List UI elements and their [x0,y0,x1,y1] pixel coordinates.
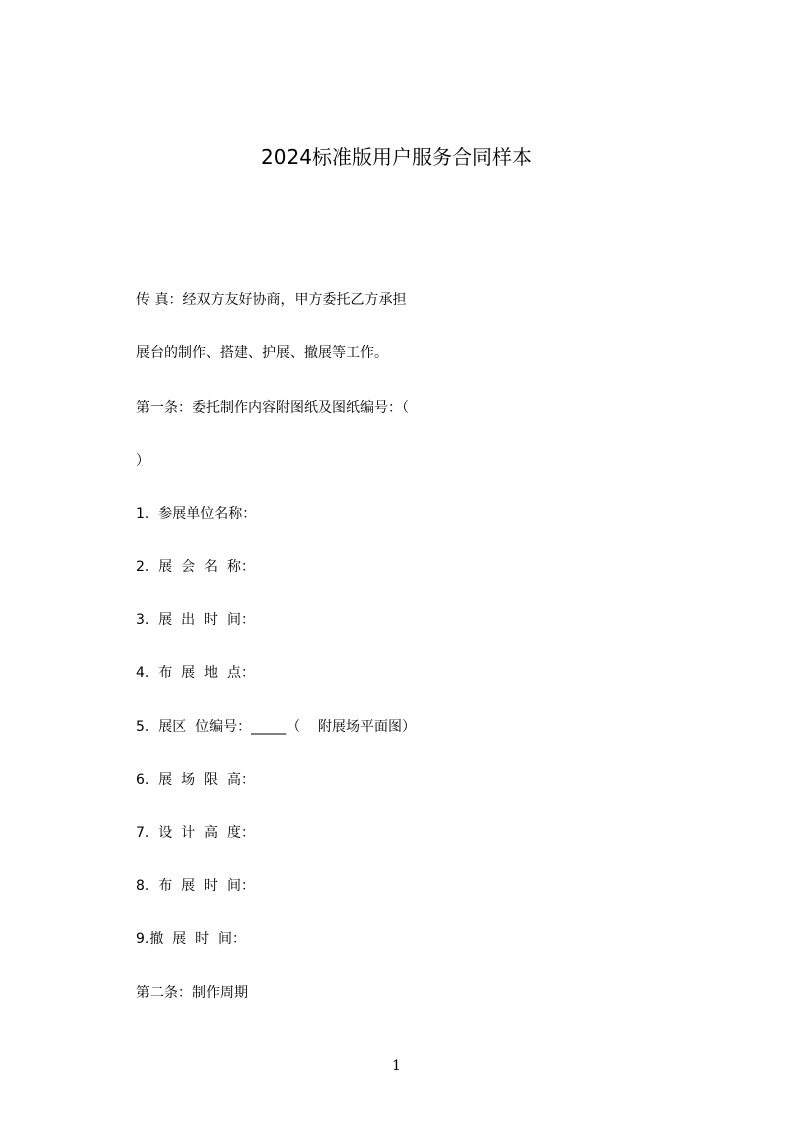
field-exhibition-time: 3. 展 出 时 间： [136,612,255,628]
article-2-heading: 第二条：制作周期 [136,985,248,1001]
field-height-limit: 6. 展 场 限 高： [136,772,255,788]
field-setup-time: 8. 布 展 时 间： [136,878,255,894]
field-booth-number: 5. 展区 位编号：_____（ 附展场平面图） [136,719,416,735]
page-number: 1 [392,1058,401,1074]
field-exhibitor-name: 1. 参展单位名称： [136,506,257,522]
article-1-heading: 第一条：委托制作内容附图纸及图纸编号：（ [136,400,409,416]
field-exhibition-name: 2. 展 会 名 称： [136,559,255,575]
field-setup-location: 4. 布 展 地 点： [136,665,255,681]
body-line-work-scope: 展台的制作、搭建、护展、撤展等工作。 [136,345,388,361]
document-title: 2024标准版用户服务合同样本 [261,145,532,169]
field-dismantle-time: 9.撤 展 时 间： [136,931,247,947]
field-design-height: 7. 设 计 高 度： [136,825,255,841]
body-line-fax: 传 真：经双方友好协商，甲方委托乙方承担 [136,292,407,308]
article-1-closing-paren: ） [136,453,150,469]
